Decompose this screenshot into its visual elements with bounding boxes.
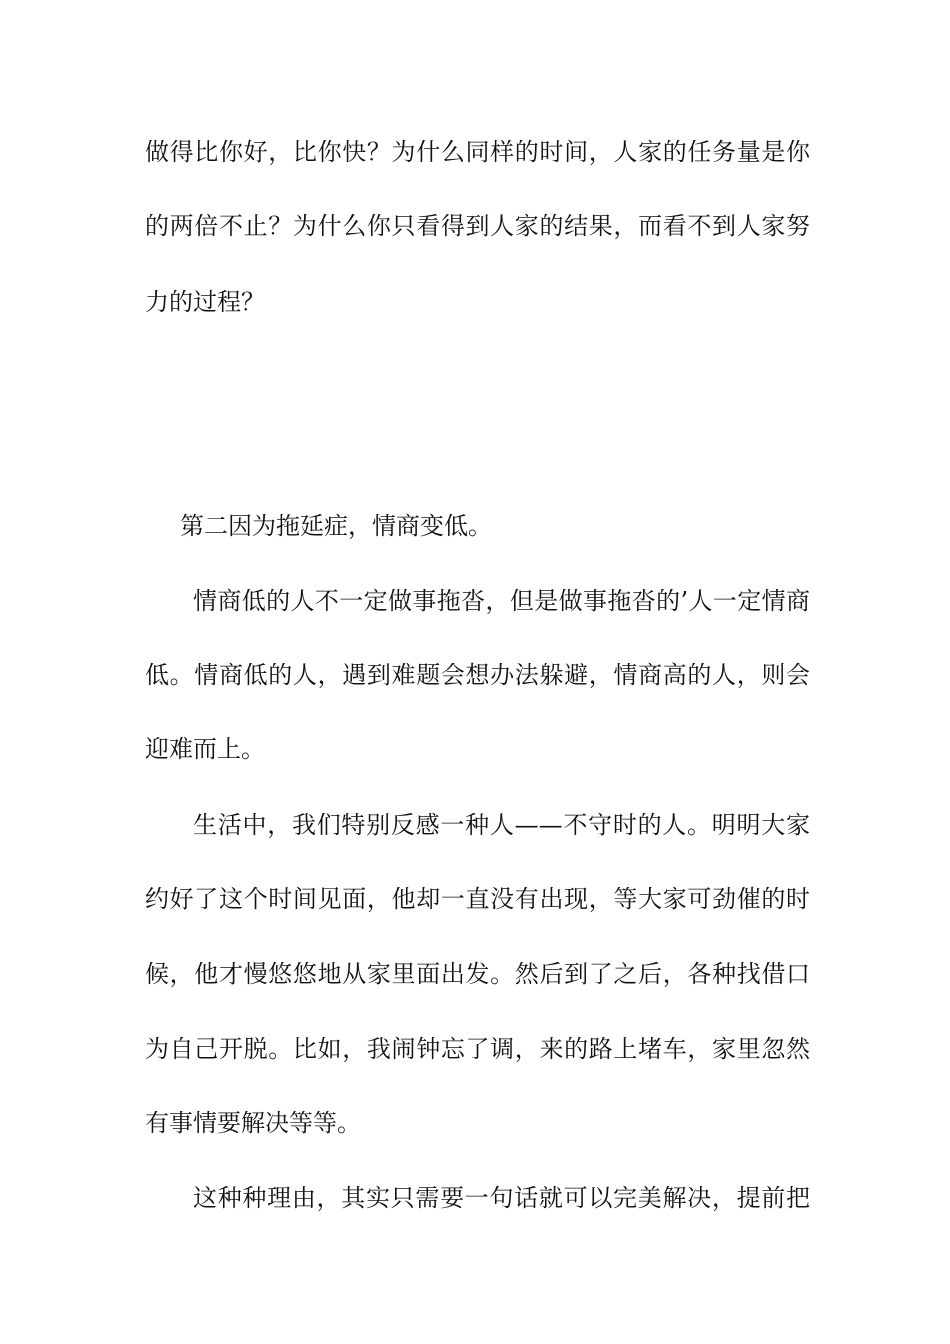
section-heading: 第二因为拖延症，情商变低。 (180, 512, 492, 540)
paragraph-line: 生活中，我们特别反感一种人——不守时的人。明明大家 (193, 811, 810, 839)
paragraph-line: 约好了这个时间见面，他却一直没有出现，等大家可劲催的时 (145, 885, 810, 913)
paragraph-line: 情商低的人不一定做事拖沓，但是做事拖沓的’人一定情商 (193, 587, 810, 615)
paragraph-line: 低。情商低的人，遇到难题会想办法躲避，情商高的人，则会 (145, 661, 810, 689)
paragraph-line: 迎难而上。 (145, 735, 265, 763)
paragraph-line: 候，他才慢悠悠地从家里面出发。然后到了之后，各种找借口 (145, 960, 810, 988)
paragraph-line: 有事情要解决等等。 (145, 1109, 361, 1137)
paragraph-line: 这种种理由，其实只需要一句话就可以完美解决，提前把 (193, 1184, 810, 1212)
paragraph-line: 为自己开脱。比如，我闹钟忘了调，来的路上堵车，家里忽然 (145, 1035, 810, 1063)
paragraph-line: 做得比你好，比你快？为什么同样的时间，人家的任务量是你 (145, 138, 810, 166)
paragraph-line: 力的过程？ (145, 288, 265, 316)
paragraph-line: 的两倍不止？为什么你只看得到人家的结果，而看不到人家努 (145, 212, 810, 240)
